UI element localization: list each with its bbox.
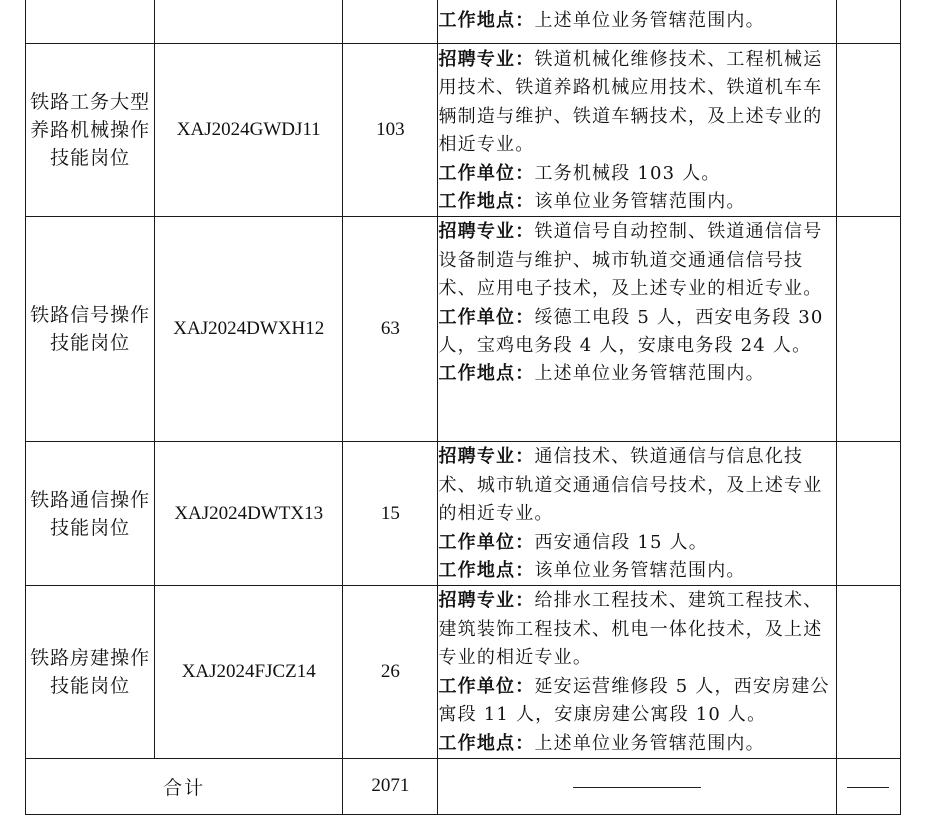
headcount-cell <box>343 0 438 44</box>
majors-text: 通信技术、铁道通信与信息化技术、城市轨道交通通信信号技术，及上述专业的相近专业。 <box>438 446 823 525</box>
work-location: 上述单位业务管辖范围内。 <box>534 363 765 385</box>
details-cell <box>438 217 836 442</box>
work-unit: 西安通信段 15 人。 <box>534 531 708 553</box>
headcount: 26 <box>343 586 438 758</box>
table-row <box>26 0 901 44</box>
remark-cell <box>836 586 900 758</box>
table-row <box>26 586 901 758</box>
recruitment-table <box>25 0 901 815</box>
headcount: 63 <box>343 217 438 442</box>
total-label: 合计 <box>26 758 343 814</box>
work-location: 上述单位业务管辖范围内。 <box>534 732 765 754</box>
remark-cell <box>836 44 900 217</box>
table-row <box>26 217 901 442</box>
empty-dash <box>573 787 701 788</box>
major-label: 招聘专业： <box>438 49 535 70</box>
location-label: 工作地点： <box>438 191 535 213</box>
majors-text: 铁道信号自动控制、铁道通信信号设备制造与维护、城市轨道交通通信信号技术、应用电子技术，及上述专业的相近专业。 <box>438 221 823 300</box>
work-location: 上述单位业务管辖范围内。 <box>534 9 765 31</box>
work-unit: 绥德工电段 5 人，西安电务段 30 人，宝鸡电务段 4 人，安康电务段 24 人。 <box>438 306 824 357</box>
total-row <box>26 758 901 814</box>
work-location: 该单位业务管辖范围内。 <box>534 560 746 582</box>
headcount: 15 <box>343 442 438 586</box>
major-label: 招聘专业： <box>438 221 535 243</box>
details-dash-cell <box>438 758 836 814</box>
location-label: 工作地点： <box>438 9 535 31</box>
table-row <box>26 442 901 586</box>
post-code: XAJ2024GWDJ11 <box>155 44 343 217</box>
details-cell <box>438 442 836 586</box>
location-label: 工作地点： <box>438 363 535 385</box>
details-cell <box>438 586 836 758</box>
majors-text: 给排水工程技术、建筑工程技术、建筑装饰工程技术、机电一体化技术，及上述专业的相近专业。 <box>438 590 823 669</box>
remark-cell <box>836 0 900 44</box>
post-code: XAJ2024DWXH12 <box>155 217 343 442</box>
remark-cell <box>836 217 900 442</box>
majors-text: 铁道机械化维修技术、工程机械运用技术、铁道养路机械应用技术、铁道机车车辆制造与维护、铁道车辆技术，及上述专业的相近专业。 <box>438 49 823 156</box>
post-name: 铁路房建操作技能岗位 <box>26 586 155 758</box>
location-label: 工作地点： <box>438 732 535 754</box>
post-code-cell <box>155 0 343 44</box>
post-code: XAJ2024DWTX13 <box>155 442 343 586</box>
details-cell <box>438 0 836 44</box>
post-name-cell <box>26 0 155 44</box>
major-label: 招聘专业： <box>438 446 535 468</box>
work-unit: 工务机械段 103 人。 <box>534 162 721 184</box>
post-code: XAJ2024FJCZ14 <box>155 586 343 758</box>
post-name: 铁路工务大型养路机械操作技能岗位 <box>26 44 155 217</box>
major-label: 招聘专业： <box>438 590 535 612</box>
location-label: 工作地点： <box>438 560 535 582</box>
remark-cell <box>836 442 900 586</box>
post-name: 铁路信号操作技能岗位 <box>26 217 155 442</box>
remark-dash-cell <box>836 758 900 814</box>
total-count: 2071 <box>343 758 438 814</box>
work-location: 该单位业务管辖范围内。 <box>534 191 746 213</box>
empty-dash <box>847 787 889 788</box>
unit-label: 工作单位： <box>438 306 535 328</box>
unit-label: 工作单位： <box>438 675 535 697</box>
headcount: 103 <box>343 44 438 217</box>
unit-label: 工作单位： <box>438 162 535 184</box>
table-row <box>26 44 901 217</box>
work-unit: 延安运营维修段 5 人，西安房建公寓段 11 人，安康房建公寓段 10 人。 <box>438 675 830 726</box>
details-cell <box>438 44 836 217</box>
unit-label: 工作单位： <box>438 531 535 553</box>
post-name: 铁路通信操作技能岗位 <box>26 442 155 586</box>
